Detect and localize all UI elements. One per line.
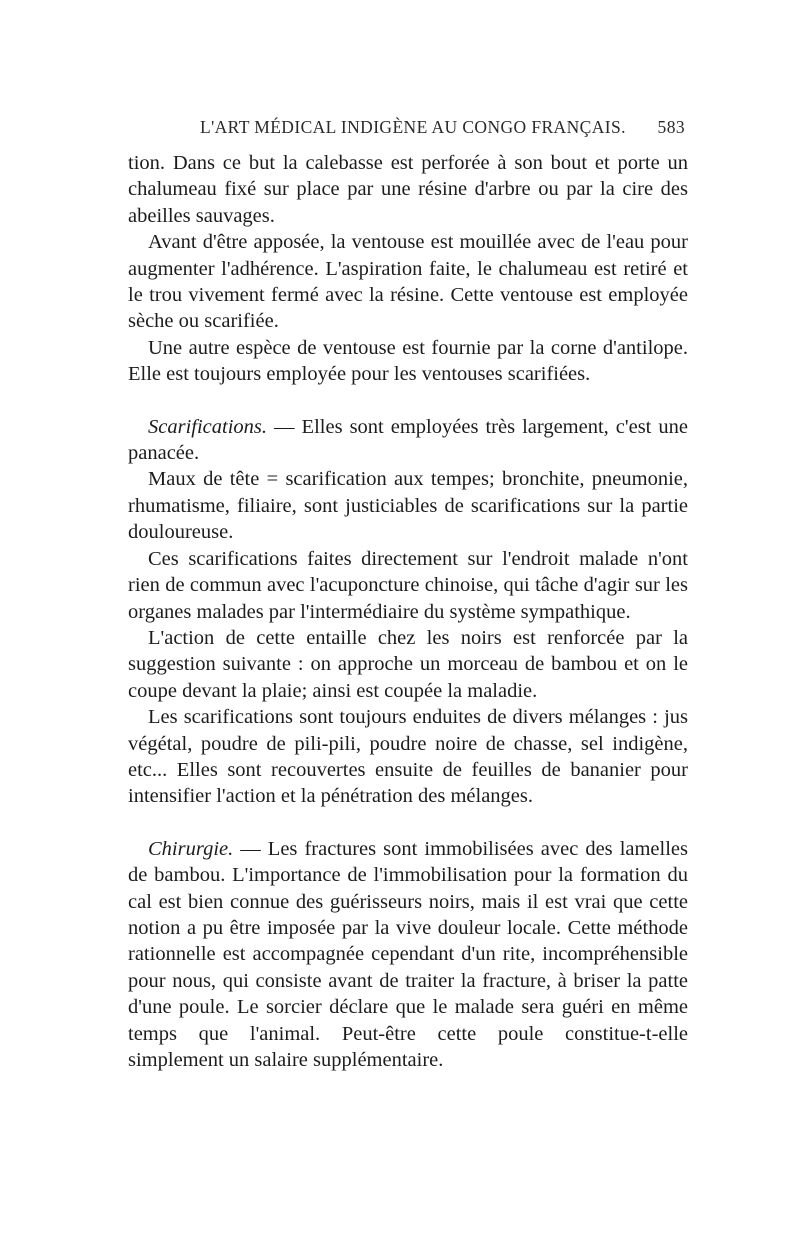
paragraph-acuponcture: Ces scarifications faites directement sur l'endroit malade n'ont rien de commun avec l'acuponcture chinoise, qui tâche d'agir sur les organes malades par l'intermédiaire du système sympathique. [128,547,688,623]
paragraph-melanges: Les scarifications sont toujours enduites de divers mélanges : jus végétal, poudre de pili-pili, poudre noire de chasse, sel indigène, etc... Elles sont recouvertes ensuite de feuilles de bananier pour intensifier l'action et la pénétration des mélanges. [128,706,688,808]
paragraph-ventouse-corne: Une autre espèce de ventouse est fournie par la corne d'antilope. Elle est toujours employée pour les ventouses scarifiées. [128,336,688,386]
section-heading-scarifications: Scarifications. [148,415,268,438]
paragraph-text: — Les fractures sont immobilisées avec des lamelles de bambou. L'importance de l'immobilisation pour la formation du cal est bien connue des guérisseurs noirs, mais il est vrai que cette notion a pu être imposée par la vive douleur locale. Cette méthode rationnelle est accompagnée cependant d'un rite, incompréhensible pour nous, qui consiste avant de traiter la fracture, à briser la patte d'une poule. Le sorcier déclare que le malade sera guéri en même temps que l'animal. Peut-être cette poule constitue-t-elle simplement un salaire supplémentaire. [128,837,688,1071]
paragraph-maux-de-tete: Maux de tête = scarification aux tempes; bronchite, pneumonie, rhumatisme, filiaire, sont justiciables de scarifications sur la partie douloureuse. [128,468,688,544]
running-head-title: L'ART MÉDICAL INDIGÈNE AU CONGO FRANÇAIS. [200,117,626,137]
paragraph-text: — Elles sont employées très largement, c'est une panacée. [128,415,688,465]
paragraph-chirurgie [128,836,688,1074]
paragraph-suggestion: L'action de cette entaille chez les noirs est renforcée par la suggestion suivante : on approche un morceau de bambou et on le coupe devant la plaie; ainsi est coupée la maladie. [128,626,688,702]
section-heading-chirurgie: Chirurgie. [148,837,234,860]
page-number: 583 [657,117,685,137]
paragraph-continuation: tion. Dans ce but la calebasse est perforée à son bout et porte un chalumeau fixé sur place par une résine d'arbre ou par la cire des abeilles sauvages. [128,152,688,227]
paragraph-scarifications-intro [128,414,688,467]
running-head [200,117,685,138]
paragraph-ventouse-application: Avant d'être apposée, la ventouse est mouillée avec de l'eau pour augmenter l'adhérence. L'aspiration faite, le chalumeau est retiré et le trou vivement fermé avec la résine. Cette ventouse est employée sèche ou scarifiée. [128,231,688,333]
body-text [128,150,688,1073]
